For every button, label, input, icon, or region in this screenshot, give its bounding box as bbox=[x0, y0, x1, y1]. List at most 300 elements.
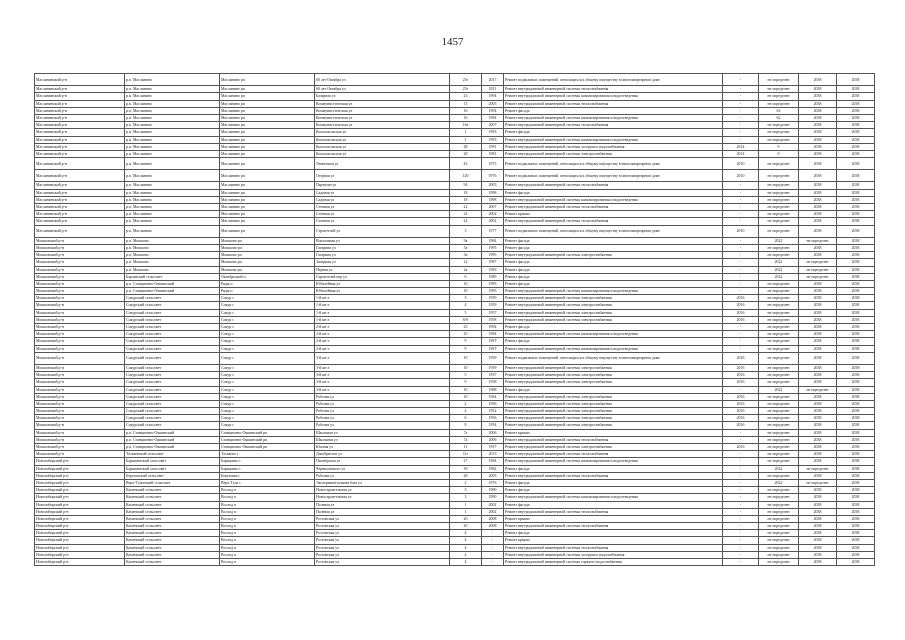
cost-cell: не определен bbox=[759, 302, 799, 309]
municipality-cell: р.п. Маслянино bbox=[125, 189, 220, 196]
district-cell: Маслянинский р-н bbox=[35, 204, 125, 211]
district-cell: Маслянинский р-н bbox=[35, 158, 125, 170]
street-cell: Комсомольская ул bbox=[315, 143, 450, 150]
district-cell: Мошковский р-н bbox=[35, 436, 125, 443]
work-type-cell: Ремонт внутридомовой инженерной системы электроснабжения bbox=[504, 408, 723, 415]
cost-cell: не определен bbox=[759, 189, 799, 196]
table-row bbox=[35, 338, 875, 345]
work-type-cell: Ремонт внутридомовой инженерной системы электроснабжения bbox=[504, 302, 723, 309]
work-type-cell: Ремонт внутридомовой инженерной системы теплоснабжения bbox=[504, 472, 723, 479]
municipality-cell: Сокурский сельсовет bbox=[125, 309, 220, 316]
municipality-cell: р.п. Маслянино bbox=[125, 170, 220, 182]
municipality-cell: р.п. Мошково bbox=[125, 244, 220, 251]
start-year-cell: 2038 bbox=[799, 379, 837, 386]
settlement-cell: Сокур с bbox=[220, 422, 315, 429]
prev-repair-cell: 2016 bbox=[723, 400, 759, 407]
work-type-cell: Ремонт фасада bbox=[504, 338, 723, 345]
settlement-cell: Восход п bbox=[220, 487, 315, 494]
start-year-cell: 2038 bbox=[799, 158, 837, 170]
start-year-cell: 2038 bbox=[799, 352, 837, 364]
district-cell: Новосибирский р-н bbox=[35, 458, 125, 465]
district-cell: Маслянинский р-н bbox=[35, 107, 125, 114]
district-cell: Маслянинский р-н bbox=[35, 182, 125, 189]
work-type-cell: Ремонт внутридомовой инженерной системы теплоснабжения bbox=[504, 508, 723, 515]
cost-cell: не определен bbox=[759, 400, 799, 407]
year-cell: 2017 bbox=[482, 74, 504, 86]
settlement-cell: Маслянино рп bbox=[220, 158, 315, 170]
street-cell: Южная ул bbox=[315, 444, 450, 451]
municipality-cell: р.п. Маслянино bbox=[125, 182, 220, 189]
house-cell: 23 bbox=[450, 93, 482, 100]
start-year-cell: 2038 bbox=[799, 364, 837, 371]
year-cell: 1959 bbox=[482, 302, 504, 309]
work-type-cell: Ремонт подвальных помещений, относящихся к общему имуществу в многоквартирном доме bbox=[504, 74, 723, 86]
house-cell: 1 bbox=[450, 508, 482, 515]
street-cell: 1-й кв-л bbox=[315, 309, 450, 316]
house-cell: 28 bbox=[450, 143, 482, 150]
year-cell: 2005 bbox=[482, 472, 504, 479]
table-row bbox=[35, 393, 875, 400]
work-type-cell: Ремонт фасада bbox=[504, 324, 723, 331]
settlement-cell: Восход п bbox=[220, 501, 315, 508]
district-cell: Новосибирский р-н bbox=[35, 494, 125, 501]
start-year-cell: 2038 bbox=[799, 523, 837, 530]
prev-repair-cell: - bbox=[723, 136, 759, 143]
end-year-cell: 2038 bbox=[837, 143, 875, 150]
street-cell: 3-й кв-л bbox=[315, 372, 450, 379]
municipality-cell: Сокурский сельсовет bbox=[125, 422, 220, 429]
prev-repair-cell: - bbox=[723, 93, 759, 100]
house-cell: 9 bbox=[450, 345, 482, 352]
district-cell: Мошковский р-н bbox=[35, 244, 125, 251]
start-year-cell: 2038 bbox=[799, 316, 837, 323]
settlement-cell: Сокур с bbox=[220, 352, 315, 364]
table-row bbox=[35, 422, 875, 429]
year-cell: - bbox=[482, 544, 504, 551]
end-year-cell: 2038 bbox=[837, 158, 875, 170]
house-cell: 10 bbox=[450, 280, 482, 287]
settlement-cell: Сокур с bbox=[220, 345, 315, 352]
start-year-cell: 2038 bbox=[799, 551, 837, 558]
end-year-cell: 2038 bbox=[837, 537, 875, 544]
municipality-cell: Сокурский сельсовет bbox=[125, 345, 220, 352]
district-cell: Маслянинский р-н bbox=[35, 196, 125, 203]
cost-cell: 2022 bbox=[759, 273, 799, 280]
end-year-cell: 2038 bbox=[837, 244, 875, 251]
house-cell: 6 bbox=[450, 273, 482, 280]
municipality-cell: р.п. Станционно-Ояшинский bbox=[125, 436, 220, 443]
cost-cell: 63 bbox=[759, 107, 799, 114]
end-year-cell: 2038 bbox=[837, 345, 875, 352]
prev-repair-cell: - bbox=[723, 237, 759, 244]
work-type-cell: Ремонт фасада bbox=[504, 501, 723, 508]
street-cell: Черняховского ул bbox=[315, 465, 450, 472]
street-cell: 1-й кв-л bbox=[315, 302, 450, 309]
district-cell: Мошковский р-н bbox=[35, 379, 125, 386]
house-cell: 11г bbox=[450, 451, 482, 458]
table-row bbox=[35, 259, 875, 266]
table-row bbox=[35, 280, 875, 287]
end-year-cell: 2038 bbox=[837, 436, 875, 443]
table-row bbox=[35, 237, 875, 244]
table-row bbox=[35, 136, 875, 143]
cost-cell: 2022 bbox=[759, 479, 799, 486]
table-row bbox=[35, 551, 875, 558]
start-year-cell: 2038 bbox=[799, 218, 837, 225]
house-cell: 22 bbox=[450, 204, 482, 211]
table-row bbox=[35, 331, 875, 338]
house-cell: 4 bbox=[450, 302, 482, 309]
street-cell: Юбилейная ул bbox=[315, 288, 450, 295]
municipality-cell: Сокурский сельсовет bbox=[125, 316, 220, 323]
municipality-cell: р.п. Маслянино bbox=[125, 150, 220, 157]
cost-cell: не определен bbox=[759, 196, 799, 203]
street-cell: Новостроительная ул bbox=[315, 487, 450, 494]
prev-repair-cell: - bbox=[723, 324, 759, 331]
settlement-cell: Маслянино рп bbox=[220, 182, 315, 189]
cost-cell: не определен bbox=[759, 415, 799, 422]
year-cell: 1995 bbox=[482, 252, 504, 259]
settlement-cell: Сокур с bbox=[220, 295, 315, 302]
district-cell: Новосибирский р-н bbox=[35, 515, 125, 522]
settlement-cell: Барышево с bbox=[220, 458, 315, 465]
municipality-cell: Верх-Тулинский сельсовет bbox=[125, 479, 220, 486]
table-row bbox=[35, 150, 875, 157]
settlement-cell: Восход п bbox=[220, 523, 315, 530]
table-row bbox=[35, 472, 875, 479]
settlement-cell: Станционно-Ояшинский рп bbox=[220, 429, 315, 436]
start-year-cell: 2038 bbox=[799, 444, 837, 451]
house-cell: 2а bbox=[450, 266, 482, 273]
cost-cell: не определен bbox=[759, 158, 799, 170]
district-cell: Маслянинский р-н bbox=[35, 225, 125, 237]
municipality-cell: р.п. Маслянино bbox=[125, 218, 220, 225]
cost-cell: не определен bbox=[759, 86, 799, 93]
start-year-cell: 2038 bbox=[799, 129, 837, 136]
year-cell: 2011 bbox=[482, 86, 504, 93]
district-cell: Маслянинский р-н bbox=[35, 218, 125, 225]
table-row bbox=[35, 182, 875, 189]
district-cell: Мошковский р-н bbox=[35, 345, 125, 352]
table-row bbox=[35, 559, 875, 566]
end-year-cell: 2038 bbox=[837, 429, 875, 436]
street-cell: 3-й кв-л bbox=[315, 352, 450, 364]
settlement-cell: Маслянино рп bbox=[220, 170, 315, 182]
settlement-cell: Мошково рп bbox=[220, 237, 315, 244]
table-row bbox=[35, 143, 875, 150]
prev-repair-cell: - bbox=[723, 479, 759, 486]
work-type-cell: Ремонт внутридомовой инженерной системы электроснабжения bbox=[504, 295, 723, 302]
prev-repair-cell: - bbox=[723, 244, 759, 251]
year-cell: 1956 bbox=[482, 415, 504, 422]
cost-cell: не определен bbox=[759, 559, 799, 566]
start-year-cell: 2038 bbox=[799, 114, 837, 121]
cost-cell: 2022 bbox=[759, 266, 799, 273]
settlement-cell: Маслянино рп bbox=[220, 225, 315, 237]
prev-repair-cell: 2016 bbox=[723, 352, 759, 364]
work-type-cell: Ремонт фасада bbox=[504, 386, 723, 393]
year-cell: 1976 bbox=[482, 170, 504, 182]
street-cell: Рабочая ул bbox=[315, 472, 450, 479]
table-row bbox=[35, 465, 875, 472]
table-row bbox=[35, 189, 875, 196]
prev-repair-cell: - bbox=[723, 338, 759, 345]
street-cell: 3-й кв-л bbox=[315, 386, 450, 393]
table-row bbox=[35, 302, 875, 309]
district-cell: Новосибирский р-н bbox=[35, 465, 125, 472]
table-row bbox=[35, 436, 875, 443]
start-year-cell: 2038 bbox=[799, 429, 837, 436]
work-type-cell: Ремонт крыши bbox=[504, 211, 723, 218]
municipality-cell: Каменский сельсовет bbox=[125, 544, 220, 551]
house-cell: 13 bbox=[450, 100, 482, 107]
municipality-cell: Сокурский сельсовет bbox=[125, 352, 220, 364]
house-cell: 27 bbox=[450, 458, 482, 465]
table-row bbox=[35, 408, 875, 415]
cost-cell: не определен bbox=[759, 218, 799, 225]
end-year-cell: 2038 bbox=[837, 189, 875, 196]
district-cell: Мошковский р-н bbox=[35, 266, 125, 273]
year-cell: 1982 bbox=[482, 465, 504, 472]
district-cell: Мошковский р-н bbox=[35, 316, 125, 323]
work-type-cell: Ремонт внутридомовой инженерной системы электроснабжения bbox=[504, 379, 723, 386]
municipality-cell: Сокурский сельсовет bbox=[125, 338, 220, 345]
start-year-cell: 2038 bbox=[799, 288, 837, 295]
house-cell: 28 bbox=[450, 150, 482, 157]
start-year-cell: не определен bbox=[799, 237, 837, 244]
work-type-cell: Ремонт внутридомовой инженерной системы канализирования и водоотведения bbox=[504, 331, 723, 338]
year-cell: 1993 bbox=[482, 136, 504, 143]
district-cell: Маслянинский р-н bbox=[35, 100, 125, 107]
cost-cell: не определен bbox=[759, 537, 799, 544]
cost-cell: не определен bbox=[759, 444, 799, 451]
settlement-cell: Маслянино рп bbox=[220, 150, 315, 157]
settlement-cell: Маслянино рп bbox=[220, 114, 315, 121]
table-row bbox=[35, 544, 875, 551]
street-cell: Полевая ул bbox=[315, 501, 450, 508]
work-type-cell: Ремонт фасада bbox=[504, 259, 723, 266]
settlement-cell: Сокур с bbox=[220, 331, 315, 338]
settlement-cell: Сокур с bbox=[220, 302, 315, 309]
page-number: 1457 bbox=[441, 36, 464, 48]
start-year-cell: 2038 bbox=[799, 136, 837, 143]
street-cell: Полевая ул bbox=[315, 508, 450, 515]
start-year-cell: не определен bbox=[799, 479, 837, 486]
year-cell: 1956 bbox=[482, 400, 504, 407]
end-year-cell: 2038 bbox=[837, 136, 875, 143]
street-cell: Гагарина ул bbox=[315, 252, 450, 259]
prev-repair-cell: 2016 bbox=[723, 415, 759, 422]
settlement-cell: Сокур с bbox=[220, 309, 315, 316]
table-row bbox=[35, 379, 875, 386]
cost-cell: не определен bbox=[759, 408, 799, 415]
start-year-cell: 2038 bbox=[799, 189, 837, 196]
work-type-cell: Ремонт внутридомовой инженерной системы теплоснабжения bbox=[504, 523, 723, 530]
prev-repair-cell: - bbox=[723, 537, 759, 544]
district-cell: Мошковский р-н bbox=[35, 444, 125, 451]
district-cell: Мошковский р-н bbox=[35, 364, 125, 371]
year-cell: 1995 bbox=[482, 244, 504, 251]
end-year-cell: 2038 bbox=[837, 501, 875, 508]
end-year-cell: 2038 bbox=[837, 523, 875, 530]
table-row bbox=[35, 273, 875, 280]
start-year-cell: 2038 bbox=[799, 295, 837, 302]
street-cell: Школьная ул bbox=[315, 436, 450, 443]
street-cell: Рабочая ул bbox=[315, 422, 450, 429]
end-year-cell: 2038 bbox=[837, 324, 875, 331]
municipality-cell: Сокурский сельсовет bbox=[125, 302, 220, 309]
table-row bbox=[35, 364, 875, 371]
prev-repair-cell: - bbox=[723, 259, 759, 266]
house-cell: 11 bbox=[450, 444, 482, 451]
work-type-cell: Ремонт внутридомовой инженерной системы теплоснабжения bbox=[504, 544, 723, 551]
settlement-cell: Маслянино рп bbox=[220, 129, 315, 136]
table-row bbox=[35, 218, 875, 225]
street-cell: Коммунистическая ул bbox=[315, 114, 450, 121]
prev-repair-cell: - bbox=[723, 544, 759, 551]
year-cell: 2002 bbox=[482, 211, 504, 218]
end-year-cell: 2038 bbox=[837, 107, 875, 114]
end-year-cell: 2038 bbox=[837, 400, 875, 407]
municipality-cell: р.п. Мошково bbox=[125, 266, 220, 273]
district-cell: Мошковский р-н bbox=[35, 237, 125, 244]
year-cell: 1994 bbox=[482, 93, 504, 100]
year-cell: 1958 bbox=[482, 379, 504, 386]
work-type-cell: Ремонт внутридомовой инженерной системы горячего водоснабжения bbox=[504, 559, 723, 566]
table-row bbox=[35, 266, 875, 273]
end-year-cell: 2038 bbox=[837, 551, 875, 558]
district-cell: Новосибирский р-н bbox=[35, 559, 125, 566]
prev-repair-cell: 2014 bbox=[723, 150, 759, 157]
settlement-cell: Верх-Тула с bbox=[220, 479, 315, 486]
table-row bbox=[35, 352, 875, 364]
work-type-cell: Ремонт внутридомовой инженерной системы канализирования и водоотведения bbox=[504, 136, 723, 143]
prev-repair-cell: 2016 bbox=[723, 302, 759, 309]
table-row bbox=[35, 309, 875, 316]
settlement-cell: Сокур с bbox=[220, 372, 315, 379]
street-cell: Ростовская ул bbox=[315, 537, 450, 544]
settlement-cell: Станционно-Ояшинский рп bbox=[220, 436, 315, 443]
work-type-cell: Ремонт внутридомовой инженерной системы теплоснабжения bbox=[504, 182, 723, 189]
prev-repair-cell: - bbox=[723, 494, 759, 501]
work-type-cell: Ремонт фасада bbox=[504, 465, 723, 472]
prev-repair-cell: - bbox=[723, 429, 759, 436]
year-cell: 1981 bbox=[482, 143, 504, 150]
street-cell: Степная ул bbox=[315, 218, 450, 225]
table-row bbox=[35, 211, 875, 218]
cost-cell: не определен bbox=[759, 379, 799, 386]
work-type-cell: Ремонт внутридомовой инженерной системы канализирования и водоотведения bbox=[504, 196, 723, 203]
cost-cell: не определен bbox=[759, 364, 799, 371]
house-cell: 3 bbox=[450, 494, 482, 501]
street-cell: Ростовская ул bbox=[315, 544, 450, 551]
house-cell: 6/9 bbox=[450, 316, 482, 323]
cost-cell: не определен bbox=[759, 288, 799, 295]
prev-repair-cell: 2010 bbox=[723, 225, 759, 237]
district-cell: Мошковский р-н bbox=[35, 451, 125, 458]
work-type-cell: Ремонт фасада bbox=[504, 189, 723, 196]
district-cell: Новосибирский р-н bbox=[35, 544, 125, 551]
house-cell: 5 bbox=[450, 372, 482, 379]
district-cell: Маслянинский р-н bbox=[35, 86, 125, 93]
house-cell: 6 bbox=[450, 415, 482, 422]
start-year-cell: не определен bbox=[799, 259, 837, 266]
house-cell: 5 bbox=[450, 309, 482, 316]
work-type-cell: Ремонт внутридомовой инженерной системы канализирования и водоотведения bbox=[504, 288, 723, 295]
end-year-cell: 2038 bbox=[837, 211, 875, 218]
end-year-cell: 2038 bbox=[837, 408, 875, 415]
house-cell: 10 bbox=[450, 364, 482, 371]
house-cell: 94 bbox=[450, 182, 482, 189]
district-cell: Маслянинский р-н bbox=[35, 170, 125, 182]
end-year-cell: 2038 bbox=[837, 259, 875, 266]
work-type-cell: Ремонт внутридомовой инженерной системы электроснабжения bbox=[504, 415, 723, 422]
settlement-cell: Маслянино рп bbox=[220, 196, 315, 203]
settlement-cell: Восход п bbox=[220, 494, 315, 501]
work-type-cell: Ремонт крыши bbox=[504, 537, 723, 544]
settlement-cell: Маслянино рп bbox=[220, 136, 315, 143]
start-year-cell: не определен bbox=[799, 266, 837, 273]
end-year-cell: 2038 bbox=[837, 379, 875, 386]
cost-cell: не определен bbox=[759, 252, 799, 259]
municipality-cell: р.п. Маслянино bbox=[125, 129, 220, 136]
end-year-cell: 2038 bbox=[837, 170, 875, 182]
street-cell: Школьная ул bbox=[315, 429, 450, 436]
year-cell: 1981 bbox=[482, 150, 504, 157]
work-type-cell: Ремонт подвальных помещений, относящихся к общему имуществу в многоквартирном доме bbox=[504, 225, 723, 237]
house-cell: 1 bbox=[450, 129, 482, 136]
prev-repair-cell: - bbox=[723, 280, 759, 287]
year-cell: 1990 bbox=[482, 487, 504, 494]
settlement-cell: Октябрьский п bbox=[220, 273, 315, 280]
table-row bbox=[35, 170, 875, 182]
work-type-cell: Ремонт подвальных помещений, относящихся к общему имуществу в многоквартирном доме bbox=[504, 352, 723, 364]
settlement-cell: Сокур с bbox=[220, 400, 315, 407]
municipality-cell: р.п. Маслянино bbox=[125, 158, 220, 170]
cost-cell: 62 bbox=[759, 114, 799, 121]
table-row bbox=[35, 458, 875, 465]
district-cell: Маслянинский р-н bbox=[35, 136, 125, 143]
street-cell: Рабочая ул bbox=[315, 400, 450, 407]
settlement-cell: Барышево с bbox=[220, 465, 315, 472]
work-type-cell: Ремонт внутридомовой инженерной системы теплоснабжения bbox=[504, 204, 723, 211]
prev-repair-cell: - bbox=[723, 129, 759, 136]
end-year-cell: 2038 bbox=[837, 237, 875, 244]
district-cell: Мошковский р-н bbox=[35, 415, 125, 422]
prev-repair-cell: - bbox=[723, 523, 759, 530]
end-year-cell: 2038 bbox=[837, 386, 875, 393]
district-cell: Мошковский р-н bbox=[35, 324, 125, 331]
prev-repair-cell: 2010 bbox=[723, 170, 759, 182]
municipality-cell: Каменский сельсовет bbox=[125, 523, 220, 530]
end-year-cell: 2038 bbox=[837, 544, 875, 551]
municipality-cell: р.п. Маслянино bbox=[125, 93, 220, 100]
street-cell: Строителей пер ул bbox=[315, 273, 450, 280]
street-cell: Ростовская ул bbox=[315, 551, 450, 558]
house-cell: 8 bbox=[450, 422, 482, 429]
house-cell: 9 bbox=[450, 338, 482, 345]
end-year-cell: 2038 bbox=[837, 494, 875, 501]
table-row bbox=[35, 204, 875, 211]
prev-repair-cell: - bbox=[723, 189, 759, 196]
district-cell: Новосибирский р-н bbox=[35, 501, 125, 508]
municipality-cell: Сокурский сельсовет bbox=[125, 379, 220, 386]
table-row bbox=[35, 345, 875, 352]
table-body bbox=[35, 74, 875, 566]
street-cell: Комсомольская ул bbox=[315, 129, 450, 136]
settlement-cell: Сокур с bbox=[220, 408, 315, 415]
start-year-cell: 2038 bbox=[799, 515, 837, 522]
